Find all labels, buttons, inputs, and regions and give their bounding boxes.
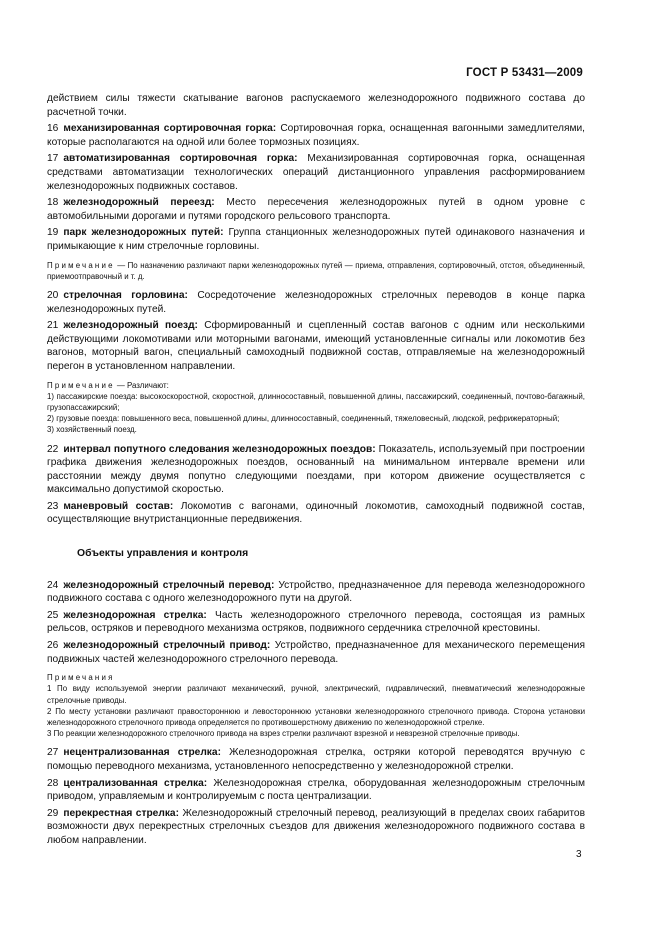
document-body bbox=[47, 92, 585, 851]
note-19: Примечание — По назначению различают парки железнодорожных путей — приема, отправления, сортировочный, отстоя, объединенный, приемоотправочный и т. д. bbox=[47, 260, 585, 281]
page-number: 3 bbox=[576, 849, 582, 860]
entry-25: 25 железнодорожная стрелка: Часть железнодорожного стрелочного перевода, состоящая из рамных рельсов, остряков и переводного механизма остряков, подвижного сердечника стрелочной крестовины. bbox=[47, 609, 585, 635]
entry-24: 24 железнодорожный стрелочный перевод: Устройство, предназначенное для перевода железнодорожного подвижного состава с одного железнодорожного пути на другой. bbox=[47, 579, 585, 605]
note-item: 2 По месту установки различают правостороннюю и левостороннюю установки железнодорожного стрелочного привода. Сторона установки железнодорожного стрелочного привода определяется по противошерстному движению по железнодорожной стрелке. bbox=[47, 706, 585, 728]
entry-20: 20 стрелочная горловина: Сосредоточение железнодорожных стрелочных переводов в конце парка железнодорожных путей. bbox=[47, 289, 585, 315]
entry-17: 17 автоматизированная сортировочная горка: Механизированная сортировочная горка, оснащенная средствами автоматизации технологических операций дистанционного управления расформированием железнодорожных подвижных составов. bbox=[47, 153, 585, 192]
entry-21: 21 железнодорожный поезд: Сформированный и сцепленный состав вагонов с одним или несколькими действующими локомотивами или моторными вагонами, имеющий установленные сигналы или локомотив без вагонов, моторный вагон, специальный самоходный подвижной состав, отправляемые на железнодорожный перегон в установленном направлении. bbox=[47, 320, 585, 372]
section-title: Объекты управления и контроля bbox=[77, 548, 249, 560]
entry-19: 19 парк железнодорожных путей: Группа станционных железнодорожных путей одинакового назначения и примыкающие к ним стрелочные горловины. bbox=[47, 227, 585, 252]
entry-29: 29 перекрестная стрелка: Железнодорожный стрелочный перевод, реализующий в пределах своих габаритов возможности двух перекрестных стрелочных съездов для движения железнодорожного подвижного состава в любом направлении. bbox=[47, 807, 585, 847]
entry-22: 22 интервал попутного следования железнодорожных поездов: Показатель, используемый при построении графика движения железнодорожных поездов, основанный на минимальном интервале времени или расстоянии между двумя попутно следующими поездами, при котором движение осуществляется с максимально допустимой скоростью. bbox=[47, 443, 585, 496]
note-item: 1 По виду используемой энергии различают механический, ручной, электрический, гидравлический, пневматический железнодорожные стрелочные приводы. bbox=[47, 684, 585, 705]
note-item: 3 По реакции железнодорожного стрелочного привода на взрез стрелки различают взрезной и невзрезной стрелочные приводы. bbox=[47, 729, 520, 739]
note-26: Примечания 1 По виду используемой энергии различают механический, ручной, электрический, гидравлический, пневматический железнодорожные стрелочные приводы. 2 По месту установки различают правостороннюю и левостороннюю установки железнодорожного стрелочного привода. Сторона установки железнодорожного стрелочного привода определяется по противошерстному движению по железнодорожной стрелке. 3 По реакции железнодорожного стрелочного привода на взрез стрелки различают взрезной и невзрезной стрелочные приводы. bbox=[47, 673, 585, 739]
note-item: 2) грузовые поезда: повышенного веса, повышенной длины, длинносоставный, соединенный, тяжеловесный, людской, рефрижераторный; bbox=[47, 414, 560, 424]
entry-18: 18 железнодорожный переезд: Место пересечения железнодорожных путей в одном уровне с автомобильными дорогами и путями городского рельсового транспорта. bbox=[47, 197, 586, 222]
entry-27: 27 нецентрализованная стрелка: Железнодорожная стрелка, остряки которой переводятся вручную с помощью переводного механизма, установленного непосредственно у железнодорожной стрелки. bbox=[47, 747, 585, 773]
note-item: 3) хозяйственный поезд. bbox=[47, 425, 137, 435]
intro-paragraph: действием силы тяжести скатывание вагонов распускаемого железнодорожного подвижного состава до расчетной точки. bbox=[47, 93, 585, 118]
note-21: Примечание — Различают: 1) пассажирские поезда: высокоскоростной, скоростной, длинносоставный, повышенной длины, пассажирский, соединенный, почтово-багажный, грузопассажирский; 2) грузовые поезда: повышенного веса, повышенной длины, длинносоставный, соединенный, тяжеловесный, людской, рефрижераторный; 3) хозяйственный поезд. bbox=[47, 380, 585, 435]
entry-26: 26 железнодорожный стрелочный привод: Устройство, предназначенное для механического перемещения подвижных частей железнодорожного стрелочного перевода. bbox=[47, 640, 585, 665]
entry-28: 28 централизованная стрелка: Железнодорожная стрелка, оборудованная железнодорожным стрелочным приводом, управляемым и контролируемым с поста централизации. bbox=[47, 777, 585, 803]
entry-16: 16 механизированная сортировочная горка: Сортировочная горка, оснащенная вагонными замедлителями, которые располагаются на одной или более тормозных позициях. bbox=[47, 123, 585, 148]
note-item: 1) пассажирские поезда: высокоскоростной, скоростной, длинносоставный, повышенной длины, пассажирский, соединенный, почтово-багажный, грузопассажирский; bbox=[47, 391, 585, 412]
entry-23: 23 маневровый состав: Локомотив с вагонами, одиночный локомотив, самоходный подвижной состав, осуществляющие внутристанционные передвижения. bbox=[47, 500, 585, 526]
document-code-header: ГОСТ Р 53431—2009 bbox=[466, 67, 583, 79]
